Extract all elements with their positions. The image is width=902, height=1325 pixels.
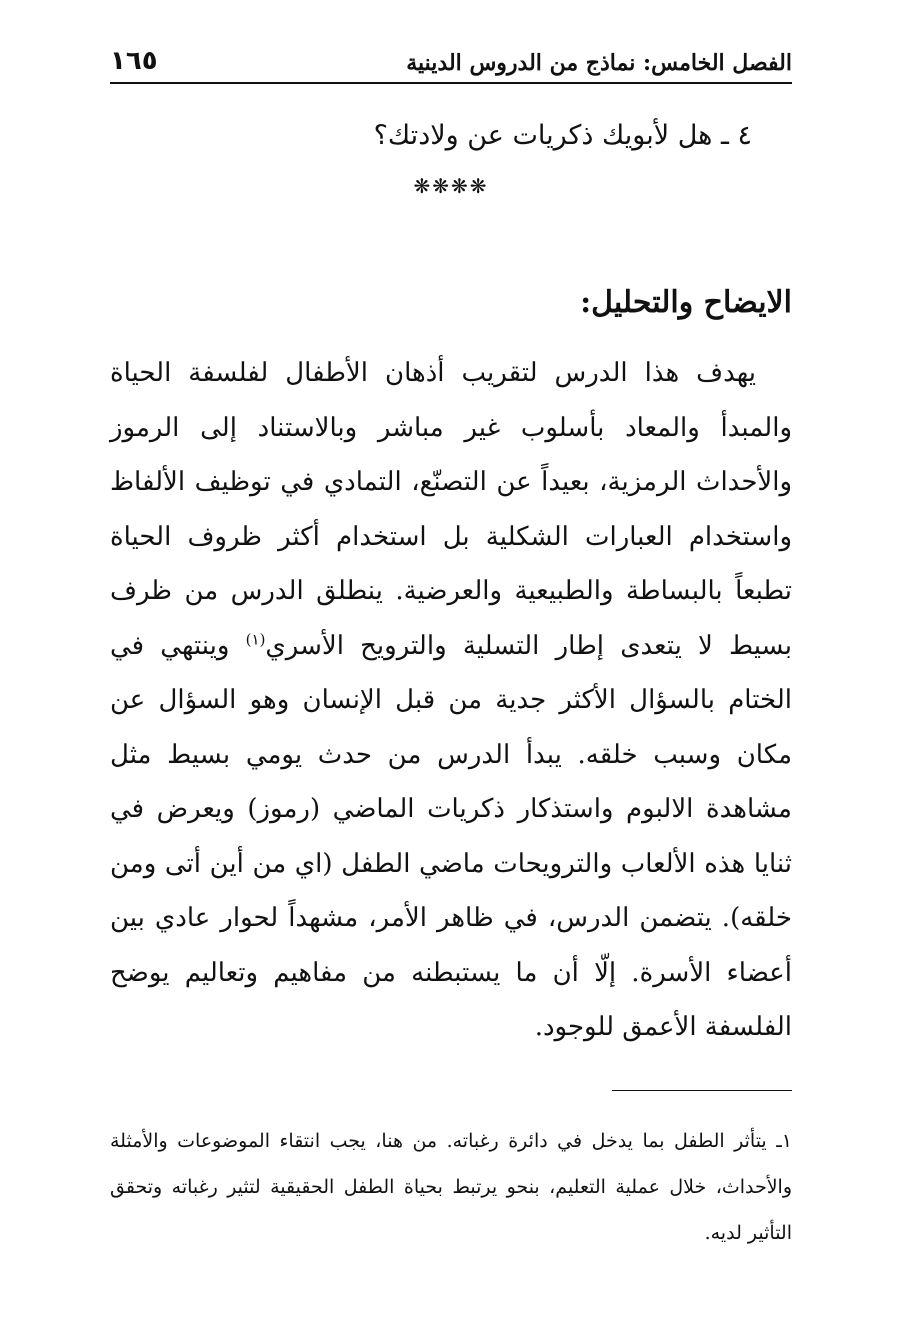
paragraph-text-part-1: يهدف هذا الدرس لتقريب أذهان الأطفال لفلسفة الحياة والمبدأ والمعاد بأسلوب غير مباشر وبالاستناد إلى الرموز والأحداث الرمزية، بعيداً عن التصنّع، التمادي في توظيف الألفاظ واستخدام العبارات الشكلية بل استخدام أكثر ظروف الحياة تطبعاً بالبساطة والطبيعية والعرضية. ينطلق الدرس من ظرف بسيط لا يتعدى إطار التسلية والترويح الأسري [110,358,792,661]
footnote-text: ١ـ يتأثر الطفل بما يدخل في دائرة رغباته. من هنا، يجب انتقاء الموضوعات والأمثلة والأحداث، خلال عملية التعليم، بنحو يرتبط بحياة الطفل الحقيقية لتثير رغباته وتحقق التأثير لديه. [110,1130,792,1244]
body-paragraph [110,346,792,1055]
section-heading: الايضاح والتحليل: [580,285,792,320]
footnote-divider [612,1090,792,1091]
running-chapter-title: الفصل الخامس: نماذج من الدروس الدينية [406,50,792,76]
footnote-reference: (١) [245,629,266,648]
page-number: ١٦٥ [110,46,158,76]
paragraph-text-part-2: وينتهي في الختام بالسؤال الأكثر جدية من قبل الإنسان وهو السؤال عن مكان وسبب خلقه. يبدأ الدرس من حدث يومي بسيط مثل مشاهدة الالبوم واستذكار ذكريات الماضي (رموز) ويعرض في ثنايا هذه الألعاب والترويحات ماضي الطفل (اي من أين أتى ومن خلقه). يتضمن الدرس، في ظاهر الأمر، مشهداً لحوار عادي بين أعضاء الأسرة. إلّا أن ما يستبطنه من مفاهيم وتعاليم يوضح الفلسفة الأعمق للوجود. [110,630,792,1042]
page-header [110,36,792,84]
footnote [110,1118,792,1256]
section-separator: ❋❋❋❋ [413,174,489,198]
exercise-question: ٤ ـ هل لأبويك ذكريات عن ولادتك؟ [373,120,752,151]
